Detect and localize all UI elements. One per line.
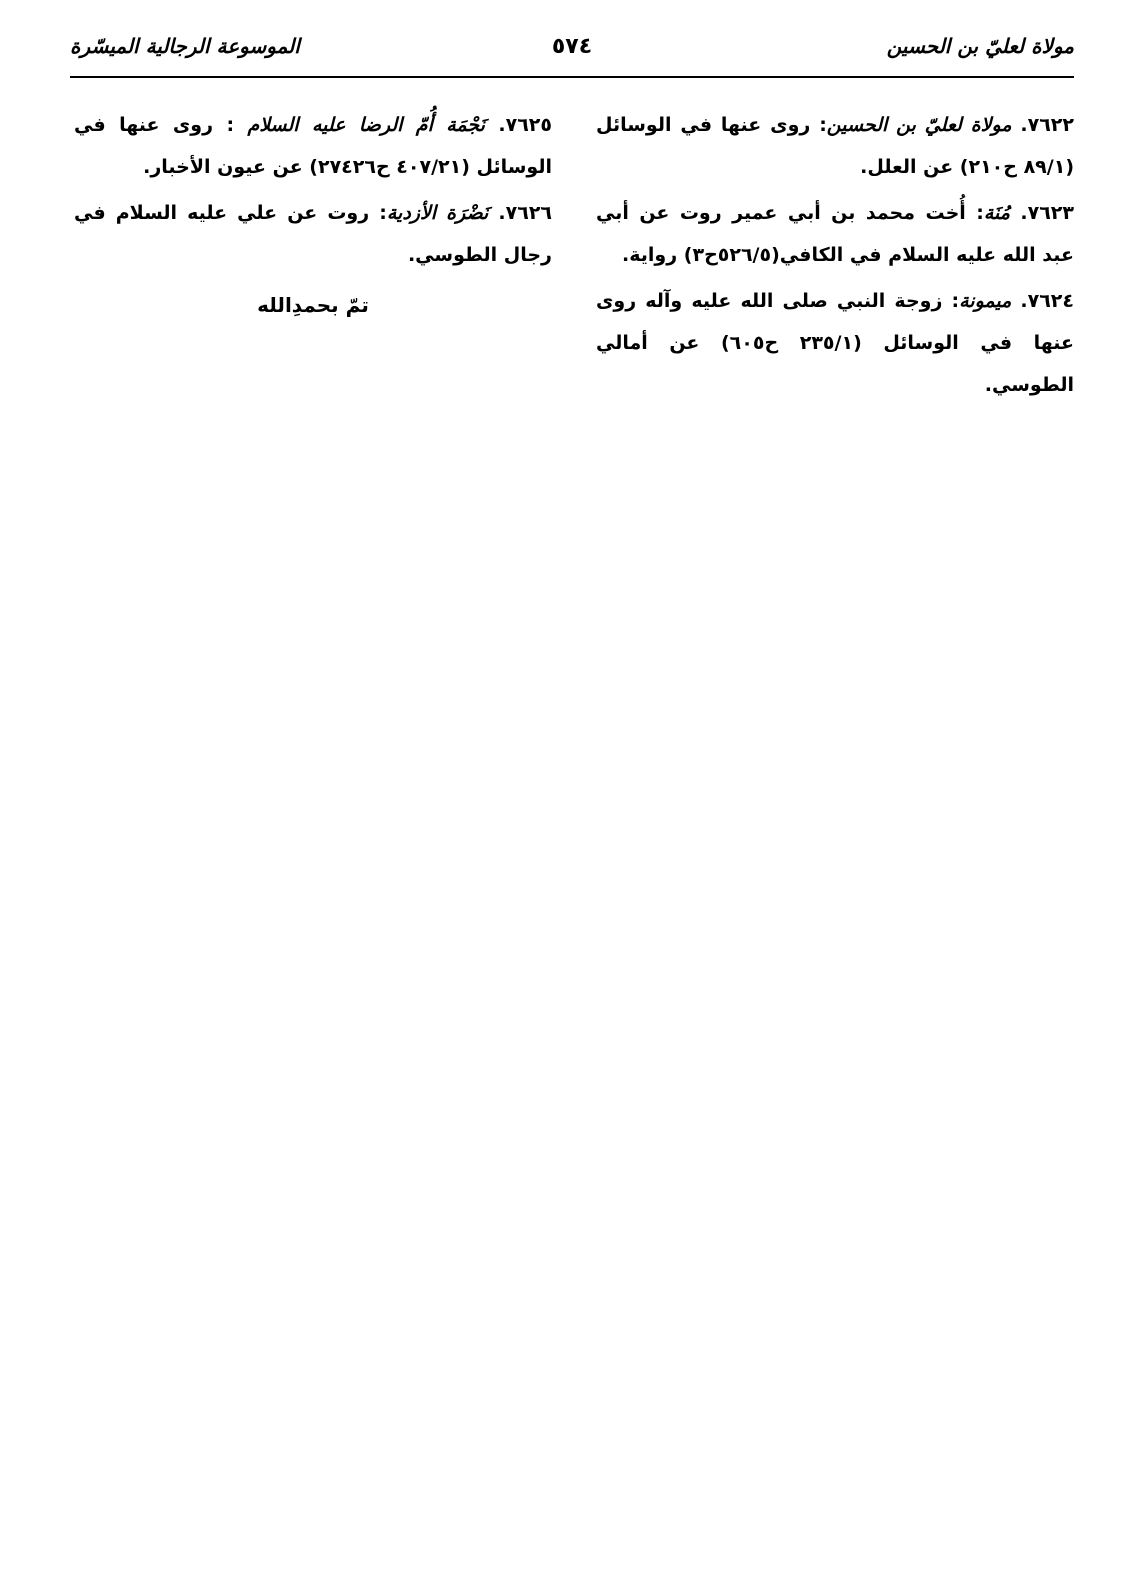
entry-number: ٧٦٢٥. bbox=[498, 114, 552, 136]
page-number: ٥٧٤ bbox=[551, 34, 593, 59]
entry-number: ٧٦٢٤. bbox=[1020, 290, 1074, 312]
entry-7625 bbox=[74, 104, 552, 188]
entry-7626 bbox=[74, 192, 552, 276]
entry-text: : روى عنها في الوسائل (٨٩/١ ح٢١٠) عن العلل. bbox=[596, 114, 1074, 178]
header-rule bbox=[70, 76, 1074, 78]
entry-number: ٧٦٢٣. bbox=[1020, 202, 1074, 224]
column-right bbox=[596, 104, 1074, 410]
entry-text: : زوجة النبي صلى الله عليه وآله روى عنها في الوسائل (٢٣٥/١ ح٦٠٥) عن أمالي الطوسي. bbox=[596, 290, 1074, 396]
entry-7624 bbox=[596, 280, 1074, 406]
closing-phrase: تمّ بحمدِالله bbox=[257, 293, 369, 317]
entry-name: مولاة لعليّ بن الحسين bbox=[826, 114, 1012, 136]
entry-number: ٧٦٢٦. bbox=[498, 202, 553, 224]
page-header bbox=[70, 34, 1074, 74]
entry-name: مُنَة bbox=[983, 202, 1010, 224]
entry-text: : روى عنها في الوسائل (٤٠٧/٢١ ح٢٧٤٢٦) عن عيون الأخبار. bbox=[74, 114, 552, 178]
entry-text: : روت عن علي عليه السلام في رجال الطوسي. bbox=[74, 202, 552, 266]
entry-7623 bbox=[596, 192, 1074, 276]
entry-number: ٧٦٢٢. bbox=[1020, 114, 1074, 136]
running-title-right: مولاة لعليّ بن الحسين bbox=[886, 34, 1074, 58]
entry-7622 bbox=[596, 104, 1074, 188]
entry-text: : أُخت محمد بن أبي عمير روت عن أبي عبد الله عليه السلام في الكافي(٥٢٦/٥ح٣) رواية. bbox=[596, 202, 1074, 266]
entry-name: ميمونة bbox=[959, 290, 1012, 312]
entry-name: نَضْرَة الأزدية bbox=[386, 202, 489, 224]
running-title-left: الموسوعة الرجالية الميسّرة bbox=[70, 34, 300, 58]
column-left bbox=[74, 104, 552, 326]
entry-name: نَجْمَة أُمّ الرضا عليه السلام bbox=[247, 114, 485, 136]
